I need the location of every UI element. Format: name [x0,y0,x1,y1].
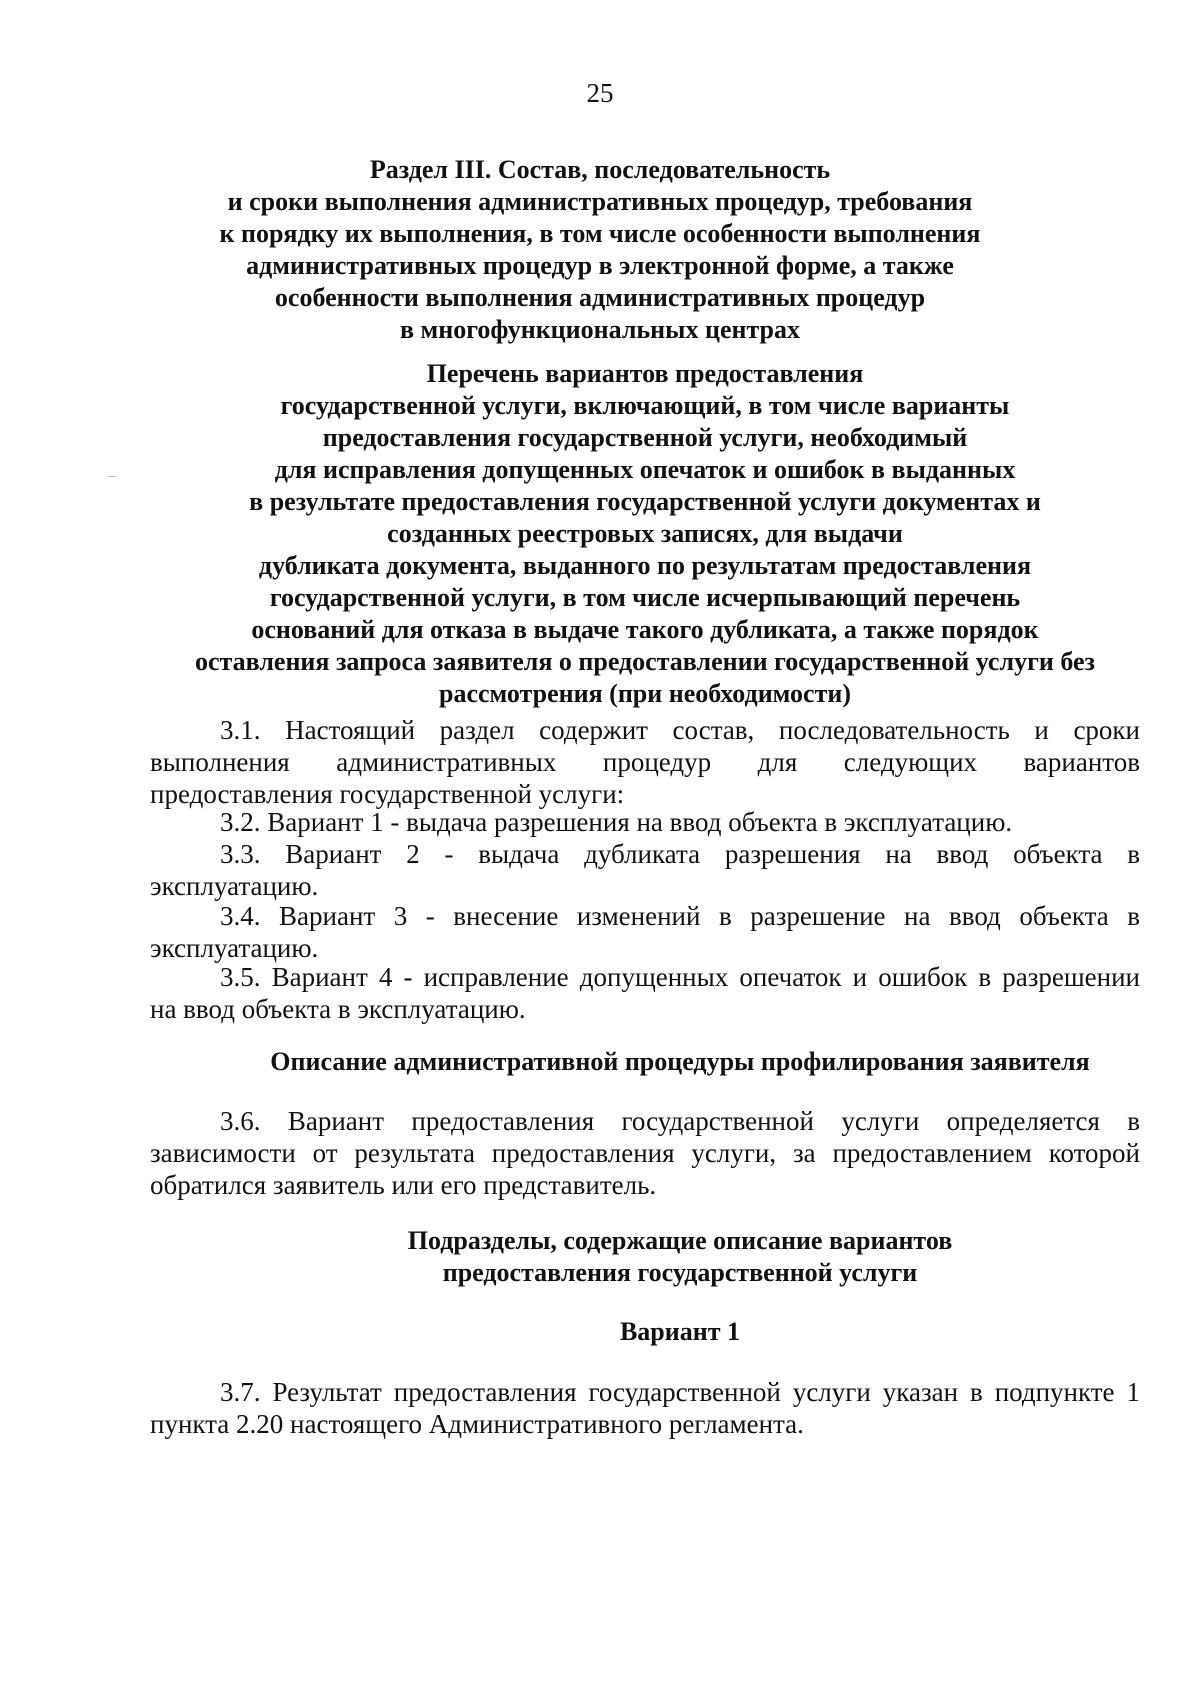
variants-list-heading [150,358,1140,710]
heading-line: государственной услуги, в том числе исчерпывающий перечень [269,583,1021,612]
variant-1-heading [230,1316,1130,1348]
heading-line: к порядку их выполнения, в том числе особенности выполнения [219,219,981,248]
heading-line: в результате предоставления государственной услуги документах и [249,487,1041,516]
heading-line: для исправления допущенных опечаток и ошибок в выданных [274,455,1016,484]
heading-line: оставления запроса заявителя о предоставлении государственной услуги без [195,647,1095,676]
paragraph-3-2 [150,806,1140,838]
heading-line: рассмотрения (при необходимости) [438,679,851,708]
text-line: пункта 2.20 настоящего Административного регламента. [150,1409,804,1439]
text-line: эксплуатацию. [150,871,319,901]
text-line: 3.3. Вариант 2 - выдача дубликата разрешения на ввод объекта в [220,839,1140,869]
text-line: обратился заявитель или его представитель. [150,1170,657,1200]
text-line: предоставления государственной услуги: [150,779,625,809]
text-line: 3.1. Настоящий раздел содержит состав, последовательность и сроки [220,715,1140,745]
subsections-heading [230,1225,1130,1289]
text-line: на ввод объекта в эксплуатацию. [150,994,526,1024]
heading-line: Описание административной процедуры профилирования заявителя [270,1047,1090,1076]
heading-line: Подразделы, содержащие описание вариантов [407,1226,953,1255]
heading-line: в многофункциональных центрах [399,315,801,344]
text-line: 3.7. Результат предоставления государственной услуги указан в подпункте 1 [220,1377,1140,1407]
heading-line: предоставления государственной услуги [442,1258,918,1287]
text-line: зависимости от результата предоставления услуги, за предоставлением которой [150,1138,1140,1168]
heading-line: созданных реестровых записях, для выдачи [387,519,903,548]
heading-line: Вариант 1 [619,1317,741,1346]
heading-line: и сроки выполнения административных процедур, требования [227,187,973,216]
text-line: 3.2. Вариант 1 - выдача разрешения на ввод объекта в эксплуатацию. [220,807,1013,837]
heading-line: административных процедур в электронной форме, а также [246,251,954,280]
heading-line: Перечень вариантов предоставления [426,359,864,388]
paragraph-3-4 [150,900,1140,964]
heading-line: дубликата документа, выданного по результатам предоставления [258,551,1032,580]
paragraph-3-6 [150,1105,1140,1201]
text-line: 3.6. Вариант предоставления государственной услуги определяется в [220,1106,1140,1136]
paragraph-3-5 [150,961,1140,1025]
paragraph-3-3 [150,838,1140,902]
text-line: 3.4. Вариант 3 - внесение изменений в разрешение на ввод объекта в [220,901,1140,931]
profiling-heading [150,1046,1140,1078]
paragraph-3-7 [150,1376,1140,1440]
heading-line: предоставления государственной услуги, необходимый [322,423,968,452]
heading-line: оснований для отказа в выдаче такого дубликата, а также порядок [251,615,1039,644]
heading-line: особенности выполнения административных процедур [274,283,926,312]
page-number: 25 [586,78,614,108]
text-line: 3.5. Вариант 4 - исправление допущенных опечаток и ошибок в разрешении [220,962,1140,992]
paragraph-3-1 [150,714,1140,810]
scan-margin-mark [108,476,116,477]
text-line: эксплуатацию. [150,933,319,963]
text-line: выполнения административных процедур для следующих вариантов [150,747,1140,777]
heading-line: государственной услуги, включающий, в том числе варианты [280,391,1010,420]
section-heading [150,154,1050,346]
heading-line: Раздел III. Состав, последовательность [369,155,831,184]
